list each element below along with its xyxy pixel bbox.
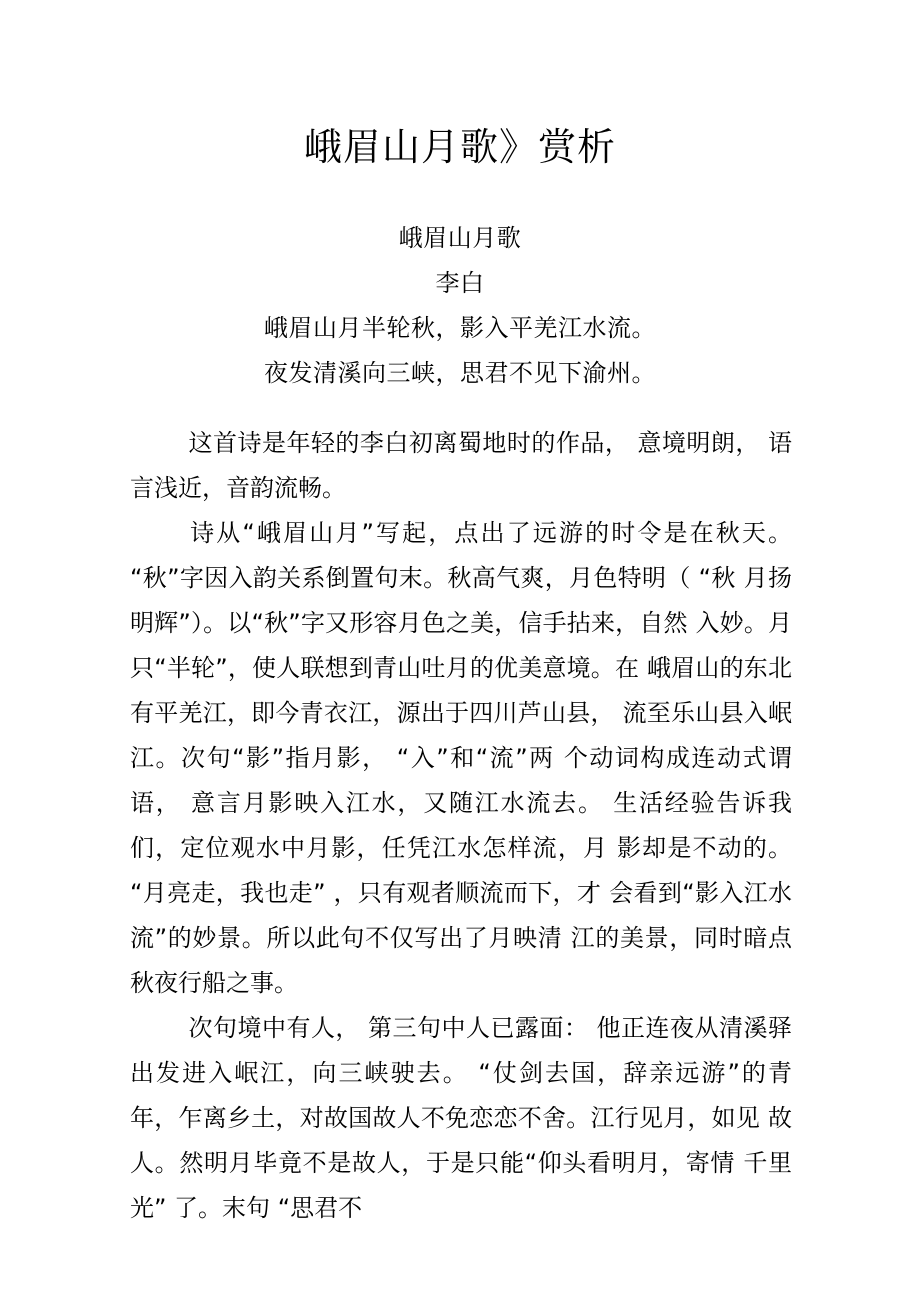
poem-block	[0, 216, 920, 396]
paragraph-1	[130, 421, 792, 511]
paragraph-2-text: 诗从“峨眉山月”写起，点出了远游的时令是在秋天。 “秋”字因入韵关系倒置句末。秋高气爽，月色特明（ “秋 月扬明辉”）。以“秋”字又形容月色之美，信手拈来，自然 入妙。月只“半轮”，使人联想到青山吐月的优美意境。在 峨眉山的东北有平羌江，即今青衣江，源出于四川芦山县， 流至乐山县入岷江。次句“影”指月影， “入”和“流”两 个动词构成连动式谓语， 意言月影映入江水，又随江水流去。 生活经验告诉我们，定位观水中月影，任凭江水怎样流，月 影却是不动的。 “月亮走，我也走” ，只有观者顺流而下，才 会看到“影入江水流”的妙景。所以此句不仅写出了月映清 江的美景，同时暗点秋夜行船之事。	[130, 519, 792, 997]
paragraph-3-text: 次句境中有人， 第三句中人已露面： 他正连夜从清溪驿 出发进入岷江，向三峡驶去。 “仗剑去国，辞亲远游”的青 年，乍离乡土，对故国故人不免恋恋不舍。江行见月，如见 故人。然明月毕竟不是故人，于是只能“仰头看明月，寄情 千里光” 了。末句 “思君不	[130, 1014, 792, 1222]
body-text	[130, 421, 792, 1231]
paragraph-1-text: 这首诗是年轻的李白初离蜀地时的作品， 意境明朗， 语 言浅近，音韵流畅。	[130, 429, 792, 502]
poem-heading: 峨眉山月歌	[398, 224, 522, 252]
paragraph-3	[130, 1006, 792, 1231]
page-title: 峨眉山月歌》赏析	[303, 125, 616, 169]
paragraph-2	[130, 511, 792, 1006]
poem-author: 李白	[435, 269, 485, 297]
poem-line-2: 夜发清溪向三峡，思君不见下渝州。	[264, 359, 656, 387]
poem-line-1: 峨眉山月半轮秋，影入平羌江水流。	[264, 314, 656, 342]
